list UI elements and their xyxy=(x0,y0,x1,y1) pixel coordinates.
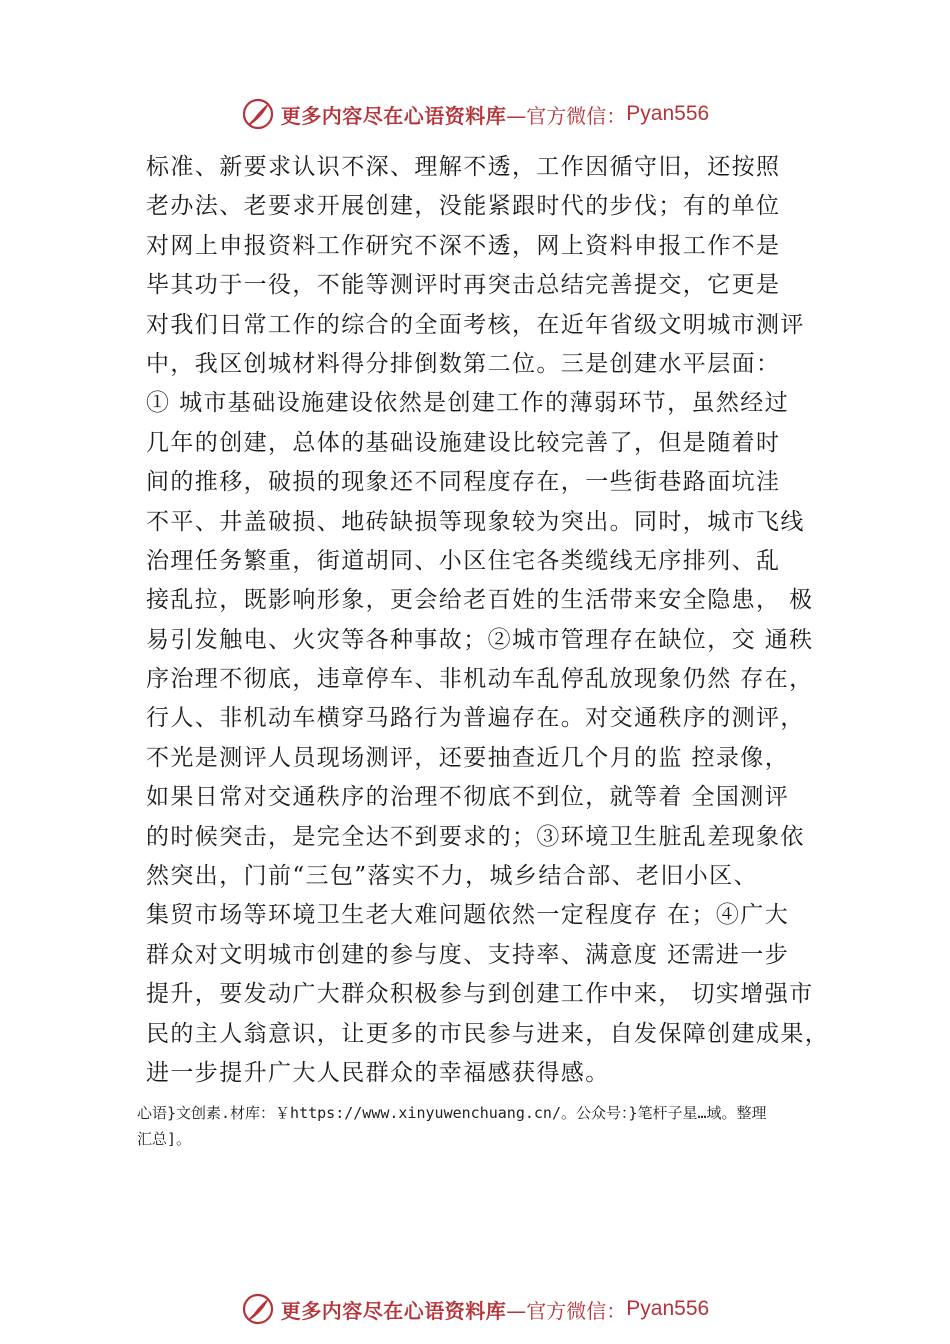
footnote-line: 心语}文创素.材库：￥https://www.xinyuwenchuang.cn/。公众号：}笔杆子星…域。整理 xyxy=(137,1104,767,1122)
body-line: 的时候突击，是完全达不到要求的；③环境卫生脏乱差现象依 xyxy=(146,823,805,850)
banner-title: 更多内容尽在心语资料库 xyxy=(280,103,507,128)
body-line: 对我们日常工作的综合的全面考核，在近年省级文明城市测评 xyxy=(146,311,805,338)
banner-subtitle: —官方微信： xyxy=(506,103,627,128)
body-line: 提升，要发动广大群众积极参与到创建工作中来， 切实增强市 xyxy=(146,981,814,1008)
body-line: 治理任务繁重，街道胡同、小区住宅各类缆线无序排列、乱 xyxy=(146,547,781,574)
body-line: 毕其功于一役，不能等测评时再突击总结完善提交，它更是 xyxy=(146,272,781,299)
body-line: 进一步提升广大人民群众的幸福感获得感。 xyxy=(146,1059,610,1086)
body-line: 标准、新要求认识不深、理解不透，工作因循守旧，还按照 xyxy=(146,154,781,180)
body-line: 中，我区创城材料得分排倒数第二位。三是创建水平层面： xyxy=(146,350,781,377)
quill-logo-icon xyxy=(241,1292,275,1326)
footnote-line: 汇总]。 xyxy=(137,1130,192,1148)
body-line: 不光是测评人员现场测评，还要抽查近几个月的监 控录像， xyxy=(146,744,790,771)
body-line: 然突出，门前“三包”落实不力，城乡结合部、老旧小区、 xyxy=(146,863,758,890)
body-line: 序治理不彻底，违章停车、非机动车乱停乱放现象仍然 存在， xyxy=(146,666,814,693)
banner-subtitle: —官方微信： xyxy=(506,1298,627,1323)
quill-logo-icon xyxy=(241,97,275,131)
source-footnote xyxy=(137,1100,837,1152)
body-line: 行人、非机动车横穿马路行为普遍存在。对交通秩序的测评， xyxy=(146,705,805,732)
footer-banner xyxy=(0,1289,950,1329)
body-line: 对网上申报资料工作研究不深不透，网上资料申报工作不是 xyxy=(146,232,781,259)
body-line: ① 城市基础设施建设依然是创建工作的薄弱环节，虽然经过 xyxy=(146,390,790,417)
body-line: 群众对文明城市创建的参与度、支持率、满意度 还需进一步 xyxy=(146,941,790,968)
body-line: 集贸市场等环境卫生老大难问题依然一定程度存 在；④广大 xyxy=(146,902,790,929)
body-line: 不平、井盖破损、地砖缺损等现象较为突出。同时，城市飞线 xyxy=(146,508,805,535)
body-line: 如果日常对交通秩序的治理不彻底不到位，就等着 全国测评 xyxy=(146,784,790,811)
body-line: 几年的创建，总体的基础设施建设比较完善了，但是随着时 xyxy=(146,429,781,456)
body-line: 民的主人翁意识，让更多的市民参与进来，自发保障创建成果， xyxy=(146,1020,830,1047)
banner-wechat-handle: Pyan556 xyxy=(626,102,710,125)
body-line: 接乱拉，既影响形象，更会给老百姓的生活带来安全隐患， 极 xyxy=(146,587,814,614)
body-line: 易引发触电、火灾等各种事故；②城市管理存在缺位，交 通秩 xyxy=(146,626,814,653)
document-body xyxy=(146,148,846,1093)
body-line: 老办法、老要求开展创建，没能紧跟时代的步伐；有的单位 xyxy=(146,193,781,220)
banner-wechat-handle: Pyan556 xyxy=(626,1297,710,1320)
header-banner xyxy=(0,94,950,134)
body-line: 间的推移，破损的现象还不同程度存在，一些街巷路面坑洼 xyxy=(146,469,781,496)
banner-title: 更多内容尽在心语资料库 xyxy=(280,1298,507,1323)
